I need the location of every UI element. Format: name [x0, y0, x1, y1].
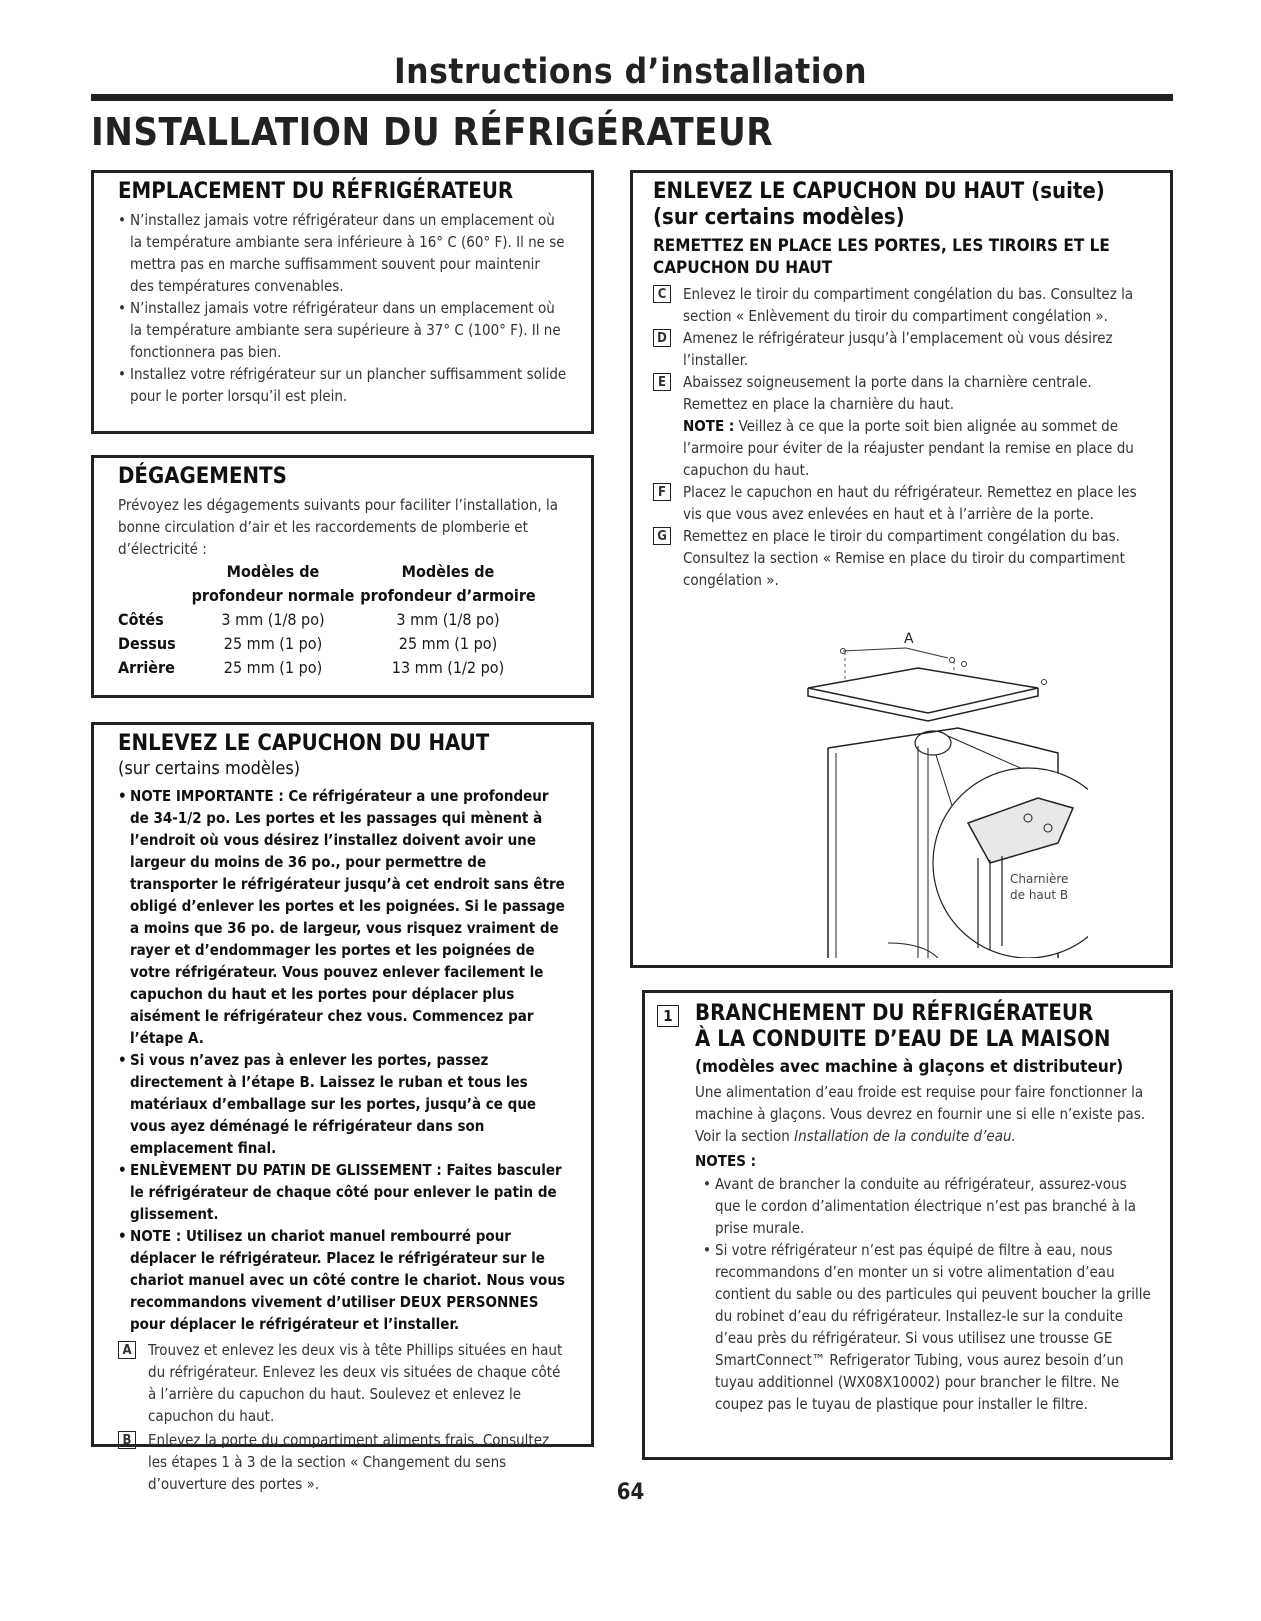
emplacement-list	[118, 209, 567, 407]
cell-normal: 25 mm (1 po)	[223, 634, 323, 653]
screw-icon	[962, 662, 967, 667]
running-header: Instructions d’installation	[393, 52, 868, 92]
top-cap-illustration	[728, 628, 1088, 958]
branchement-title-2: À LA CONDUITE D’EAU DE LA MAISON	[695, 1027, 1111, 1052]
step-text: Remettez en place le tiroir du compartiment congélation du bas. Consultez la section « Remise en place du tiroir du compartiment congélation ».	[683, 527, 1125, 589]
hinge-label-1: Charnière	[1010, 872, 1069, 886]
step-text: Trouvez et enlevez les deux vis à tête Phillips situées en haut du réfrigérateur. Enlevez les deux vis situées de chaque côté à l’arrière du capuchon du haut. Soulevez et enlevez le capuchon du haut.	[148, 1341, 563, 1425]
header-rule	[91, 94, 1173, 101]
page-number: 64	[616, 1480, 645, 1505]
leader-line	[843, 648, 906, 651]
step-letter: F	[653, 483, 671, 501]
row-label: Arrière	[118, 658, 175, 677]
notes-label: NOTES :	[695, 1152, 757, 1170]
step-f	[653, 481, 1150, 525]
list-item: • NOTE IMPORTANTE : Ce réfrigérateur a une profondeur de 34-1/2 po. Les portes et les passages qui mènent à l’endroit où vous désirez l’installez doivent avoir une largeur du moins de 36 po., pour permettre de transporter le réfrigérateur jusqu’à cet endroit sans être obligé d’enlever les portes et les poignées. Si le passage a moins que 36 po. de largeur, vous risquez vraiment de rayer et d’endommager les portes et les poignées de votre réfrigérateur. Vous pouvez enlever facilement le capuchon du haut et les portes pour déplacer plus aisément le réfrigérateur chez vous. Commencez par l’étape A.	[118, 785, 571, 1049]
page-title: INSTALLATION DU RÉFRIGÉRATEUR	[91, 110, 774, 154]
capuchon-steps	[118, 1339, 571, 1495]
col-armoire-line2: profondeur d’armoire	[360, 586, 536, 605]
branchement-intro	[695, 1081, 1154, 1147]
capuchon-box	[91, 722, 594, 1493]
top-cap-shape	[808, 668, 1038, 713]
hinge-label-2: de haut B	[1010, 888, 1069, 902]
note-text: Veillez à ce que la porte soit bien alignée au sommet de l’armoire pour éviter de la réajuster pendant la remise en place du capuchon du haut.	[683, 417, 1134, 479]
capuchon-suite-box	[630, 170, 1173, 968]
handle-shape	[888, 943, 938, 958]
capuchon-subtitle: (sur certains modèles)	[118, 758, 301, 779]
branchement-subtitle: (modèles avec machine à glaçons et distributeur)	[695, 1057, 1124, 1077]
list-item: • Si votre réfrigérateur n’est pas équipé de filtre à eau, nous recommandons d’en monter un si votre alimentation d’eau contient du sable ou des particules qui peuvent boucher la grille du robinet d’eau du réfrigérateur. Installez-le sur la conduite d’eau près du réfrigérateur. Si vous utilisez une trousse GE SmartConnect™ Refrigerator Tubing, vous aurez besoin d’un tuyau additionnel (WX08X10002) pour brancher le filtre. Ne coupez pas le tuyau de plastique pour installer le filtre.	[703, 1239, 1154, 1415]
list-item: • Si vous n’avez pas à enlever les portes, passez directement à l’étape B. Laissez le ruban et tous les matériaux d’emballage sur les portes, jusqu’à ce que vous ayez déménagé le réfrigérateur dans son emplacement final.	[118, 1049, 571, 1159]
step-letter: B	[118, 1431, 136, 1449]
step-letter: A	[118, 1341, 136, 1359]
list-item: • NOTE : Utilisez un chariot manuel rembourré pour déplacer le réfrigérateur. Placez le réfrigérateur sur le chariot manuel avec un côté contre le chariot. Nous vous recommandons vivement d’utiliser DEUX PERSONNES pour déplacer le réfrigérateur et l’installer.	[118, 1225, 571, 1335]
notes-list	[695, 1173, 1154, 1415]
step-letter: C	[653, 285, 671, 303]
branchement-heading	[657, 1001, 1154, 1415]
step-text: Abaissez soigneusement la porte dans la charnière centrale. Remettez en place la charnière du haut.	[683, 373, 1092, 413]
cell-armoire: 3 mm (1/8 po)	[396, 610, 500, 629]
list-item: • Avant de brancher la conduite au réfrigérateur, assurez-vous que le cordon d’alimentation électrique n’est pas branché à la prise murale.	[703, 1173, 1154, 1239]
cell-armoire: 25 mm (1 po)	[398, 634, 498, 653]
step-text: Placez le capuchon en haut du réfrigérateur. Remettez en place les vis que vous avez enlevées en haut et à l’arrière de la porte.	[683, 483, 1137, 523]
note-label: NOTE :	[683, 417, 735, 435]
leader-line	[906, 648, 948, 658]
step-text: Amenez le réfrigérateur jusqu’à l’emplacement où vous désirez l’installer.	[683, 329, 1113, 369]
step-d	[653, 327, 1150, 371]
table-row	[118, 634, 538, 658]
step-letter: E	[653, 373, 671, 391]
step-c	[653, 283, 1150, 327]
cell-normal: 25 mm (1 po)	[223, 658, 323, 677]
branchement-box	[642, 990, 1173, 1460]
row-label: Dessus	[118, 634, 176, 653]
degagements-box	[91, 455, 594, 698]
degagements-title: DÉGAGEMENTS	[118, 464, 287, 489]
step-letter: G	[653, 527, 671, 545]
table-row	[118, 610, 538, 634]
branchement-title-1: BRANCHEMENT DU RÉFRIGÉRATEUR	[695, 1001, 1094, 1026]
cell-armoire: 13 mm (1/2 po)	[391, 658, 505, 677]
col-normal-line2: profondeur normale	[191, 586, 355, 605]
clearance-table	[118, 562, 538, 682]
intro-text: Une alimentation d’eau froide est requise pour faire fonctionner la machine à glaçons. Vous devrez en fournir une si elle n’existe pas. Voir la section	[695, 1083, 1146, 1145]
col-normal-line1: Modèles de	[226, 562, 320, 581]
capuchon-suite-subtitle: REMETTEZ EN PLACE LES PORTES, LES TIROIRS ET LE CAPUCHON DU HAUT	[653, 236, 1110, 278]
step-g	[653, 525, 1150, 591]
capuchon-suite-title: ENLEVEZ LE CAPUCHON DU HAUT (suite) (sur certains modèles)	[653, 179, 1105, 230]
list-item: • Installez votre réfrigérateur sur un plancher suffisamment solide pour le porter lorsqu’il est plein.	[118, 363, 567, 407]
screw-icon	[1042, 680, 1047, 685]
capuchon-suite-steps	[653, 283, 1150, 591]
row-label: Côtés	[118, 610, 164, 629]
degagements-intro: Prévoyez les dégagements suivants pour faciliter l’installation, la bonne circulation d’air et les raccordements de plomberie et d’électricité :	[118, 496, 559, 558]
cell-normal: 3 mm (1/8 po)	[221, 610, 325, 629]
list-item: • N’installez jamais votre réfrigérateur dans un emplacement où la température ambiante sera inférieure à 16° C (60° F). Il ne se mettra pas en marche suffisamment souvent pour maintenir des températures convenables.	[118, 209, 567, 297]
hinge-detail-circle	[933, 768, 1088, 958]
step-e	[653, 371, 1150, 481]
col-armoire-line1: Modèles de	[401, 562, 495, 581]
step-letter: D	[653, 329, 671, 347]
list-item: • ENLÈVEMENT DU PATIN DE GLISSEMENT : Faites basculer le réfrigérateur de chaque côté pour enlever le patin de glissement.	[118, 1159, 571, 1225]
list-item: • N’installez jamais votre réfrigérateur dans un emplacement où la température ambiante sera supérieure à 37° C (100° F). Il ne fonctionnera pas bien.	[118, 297, 567, 363]
step-a	[118, 1339, 571, 1427]
capuchon-list	[118, 785, 571, 1335]
emplacement-title: EMPLACEMENT DU RÉFRIGÉRATEUR	[118, 179, 514, 204]
hinge-focus-circle	[915, 731, 951, 755]
step-text: Enlevez la porte du compartiment aliments frais. Consultez les étapes 1 à 3 de la section « Changement du sens d’ouverture des portes ».	[148, 1431, 550, 1493]
figure-label-a: A	[904, 631, 914, 647]
step-text: Enlevez le tiroir du compartiment congélation du bas. Consultez la section « Enlèvement du tiroir du compartiment congélation ».	[683, 285, 1134, 325]
intro-link-text: Installation de la conduite d’eau.	[794, 1127, 1016, 1145]
capuchon-title: ENLEVEZ LE CAPUCHON DU HAUT	[118, 731, 490, 756]
step-badge: 1	[657, 1005, 679, 1027]
emplacement-box	[91, 170, 594, 434]
table-row	[118, 658, 538, 682]
